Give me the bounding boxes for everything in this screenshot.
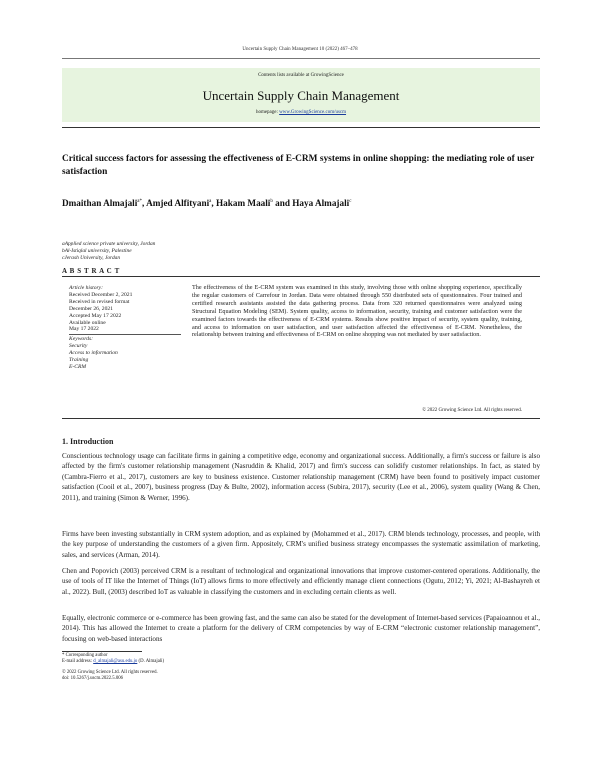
author-name: Amjed Alfityani (146, 198, 210, 208)
corresponding-note: * Corresponding author (62, 653, 108, 658)
homepage-label: homepage: (255, 110, 278, 115)
body-paragraph: Conscientious technology usage can facilitate firms in gaining a competitive edge, economy and organizational success. Additionally, a firm's success or failure is also affected by the firm's customer relationship management (Nasruddin & Khalid, 2017) and firm's success can solidify customer relationships. In fact, as stated by (Cambra-Fierro et al., 2017), customers are key to business existence. Customer relationship management (CRM) have been found to positively impact customer satisfaction (Cooil et al., 2007), business progress (Day & Bulte, 2002), information access (Subira, 2017), security (Lee et al., 2006), system quality (Wang & Chen, 2011), and training (Simon & Werner, 1996). (62, 452, 540, 502)
author-list: Dmaithan Almajali$^{a*}$, Amjed Alfityani$^a$, Hakam Maali$^b$ and Haya Almajali$^c$ (62, 198, 352, 208)
email-line (62, 659, 164, 665)
online-date: May 17 2022 (69, 326, 99, 333)
footnote-rule (62, 651, 142, 652)
body-paragraph: Chen and Popovich (2003) perceived CRM is a resultant of technological and organizational innovations that improve customer-centered operations. Additionally, the use of tools of IT like the Internet of Things (IoT) allows firms to more effectively and efficiently manage client connections (Ogutu, 2012; Yi, 2021; Al-Bashayreh et al., 2022). Bull, (2003) described IoT as valuable in classifying the customers and in excluding certain clients as well. (62, 567, 540, 596)
author-name: Haya Almajali (292, 198, 350, 208)
body-paragraph: Equally, electronic commerce or e-commerce has been growing fast, and the same can also be stated for the development of Internet-based services (Papaioannou et al., 2014). This has allowed the Internet to create a platform for the delivery of CRM competencies by way of E-CRM “electronic customer relationship management”, focusing on web-based interactions (62, 614, 540, 643)
author-affil: c (349, 198, 352, 204)
revised-label: Received in revised format (69, 298, 130, 305)
body-paragraph: Firms have been investing substantially in CRM system adoption, and as explained by (Mohammed et al., 2017). CRM blends technology, processes, and people, with the key purpose of understanding the customers of a given firm. Appositely, CRM's unified business strategy encompasses the systematic assimilation of marketing, sales, and services (Arman, 2014). (62, 530, 540, 559)
keyword: Training (69, 357, 89, 364)
affiliation: aApplied science private university, Jordan (62, 241, 156, 247)
accepted-date: Accepted May 17 2022 (69, 312, 122, 319)
affiliation: cJerash University, Jordan (62, 255, 121, 261)
abstract-heading: A B S T R A C T (62, 267, 120, 275)
footer-copyright: © 2022 Growing Science Ltd. All rights reserved. (62, 670, 158, 675)
email-link[interactable]: d_almajali@asu.edu.jo (93, 659, 138, 664)
email-suffix: (D. Almajali) (138, 659, 165, 664)
keyword: Access to information (69, 350, 118, 357)
revised-date: December 26, 2021 (69, 305, 113, 312)
abstract-top-rule (62, 276, 540, 277)
received-date: Received December 2, 2021 (69, 291, 133, 298)
info-divider (69, 334, 181, 335)
keywords-label: Keywords: (69, 336, 94, 343)
top-rule (62, 58, 540, 59)
keyword: E-CRM (69, 363, 87, 370)
email-label: E-mail address: (62, 659, 92, 664)
author-affil: b (270, 198, 273, 204)
online-label: Available online (69, 319, 106, 326)
running-head: Uncertain Supply Chain Management 10 (2022) 467–478 (242, 47, 358, 52)
paper-title: Critical success factors for assessing the effectiveness of E-CRM systems in online shopping: the mediating role of user satisfaction (62, 154, 535, 177)
abstract-bottom-rule (62, 418, 540, 419)
journal-title: Uncertain Supply Chain Management (202, 88, 400, 103)
availability-note: Contents lists available at GrowingScience (258, 73, 344, 78)
footnote-block (62, 653, 164, 682)
abstract-copyright: © 2022 Growing Science Ltd. All rights reserved. (422, 408, 522, 413)
author-affil: a* (137, 198, 143, 204)
homepage-link[interactable]: www.GrowingScience.com/uscm (279, 110, 347, 115)
author-name: Hakam Maali (216, 198, 271, 208)
section-heading: 1. Introduction (62, 437, 114, 446)
article-info (69, 285, 181, 371)
affiliation: bAl-Istiqlal university, Palestine (62, 248, 132, 254)
author-name: Dmaithan Almajali (62, 198, 138, 208)
banner-rule (62, 127, 540, 128)
homepage-line (62, 110, 540, 115)
history-label: Article history: (69, 285, 104, 291)
keyword: Security (69, 343, 88, 350)
doi-line: doi: 10.5267/j.uscm.2022.5.006 (62, 676, 124, 681)
journal-banner (62, 68, 540, 122)
author-affil: a (209, 198, 212, 204)
abstract-text: The effectiveness of the E-CRM system was examined in this study, involving those with online shopping experience, specifically the regular customers of Carrefour in Jordan. Data were obtained through 550 distributed sets of questionnaires. Four trained and certified research assistants assisted the data gathering process. Data from 320 returned questionnaires were analyzed using Structural Equation Modeling (SEM). System quality, access to information, security, training and customer satisfaction were the examined factors towards the effectiveness of E-CRM systems. Results show positive impact of security, system quality, training, and access to information on user satisfaction, and user satisfaction affected the effectiveness of E-CRM. Nonetheless, the relationship between training and effectiveness of E-CRM on online shopping was not mediated by user satisfaction. (192, 284, 522, 339)
